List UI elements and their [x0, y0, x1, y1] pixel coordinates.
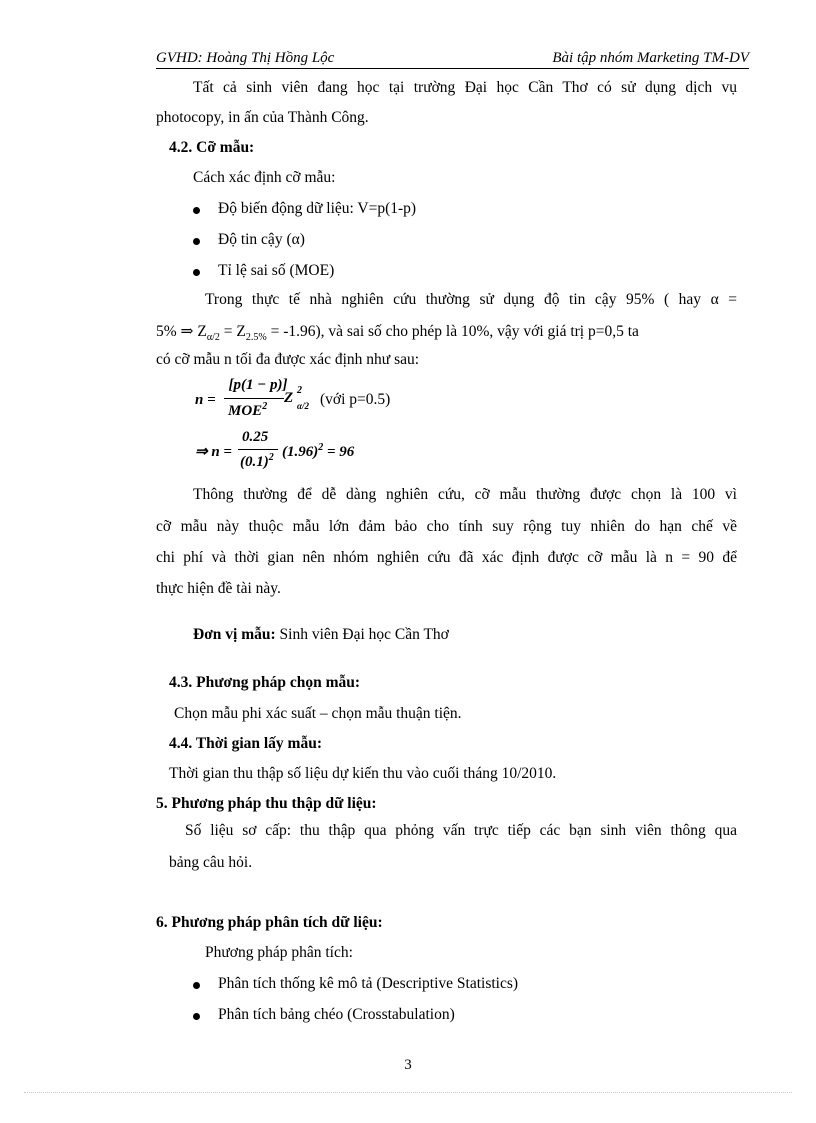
section-4-4-heading: 4.4. Thời gian lấy mẫu:	[169, 735, 322, 752]
section-4-4-text: Thời gian thu thập số liệu dự kiến thu vào cuối tháng 10/2010.	[169, 765, 557, 782]
section-4-2-heading: 4.2. Cỡ mẫu:	[169, 139, 255, 156]
paragraph-confidence-line-1: Trong thực tế nhà nghiên cứu thường sử dụng độ tin cậy 95% ( hay α =	[205, 291, 737, 308]
paragraph-confidence-line-3: có cỡ mẫu n tối đa được xác định như sau:	[156, 351, 420, 368]
bullet-icon	[193, 269, 200, 276]
page-break-divider	[24, 1092, 792, 1093]
header-course: Bài tập nhóm Marketing TM-DV	[552, 50, 749, 66]
section-5-heading: 5. Phương pháp thu thập dữ liệu:	[156, 795, 377, 812]
document-page: GVHD: Hoàng Thị Hồng Lộc Bài tập nhóm Marketing TM-DV Tất cả sinh viên đang học tại trường Đại học Cần Thơ có sử dụng dịch vụ photocopy, in ấn của Thành Công. 4.2. Cỡ mẫu: Cách xác định cỡ mẫu: Độ biến động dữ liệu: V=p(1-p) Độ tin cậy (α) Tỉ lệ sai số (MOE) Trong thực tế nhà nghiên cứu thường sử dụng độ tin cậy 95% ( hay α = 5% ⇒ $Z_{\alpha/2} = Z_{2.5\%} = -1.96$), và sai số cho phép là 10%, vậy với giá trị p=0,5 ta có cỡ mẫu n tối đa được xác định như sau: n = [p(1 − p)] MOE$^2$ Z 2 α/2 (với p=0.5) ⇒ n = 0.25 $(0.1)^2$ $(1.96)^2 = 96$ Thông thường để dễ dàng nghiên cứu, cỡ mẫu thường được chọn là 100 vì cỡ mẫu này thuộc mẫu lớn đảm bảo cho tính suy rộng tuy nhiên do hạn chế về chi phí và thời gian nên nhóm nghiên cứu đã xác định được cỡ mẫu là n = 90 để thực hiện đề tài này. Đơn vị mẫu: Sinh viên Đại học Cần Thơ 4.3. Phương pháp chọn mẫu: Chọn mẫu phi xác suất – chọn mẫu thuận tiện. 4.4. Thời gian lấy mẫu: Thời gian thu thập số liệu dự kiến thu vào cuối tháng 10/2010. 5. Phương pháp thu thập dữ liệu: Số liệu sơ cấp: thu thập qua phỏng vấn trực tiếp các bạn sinh viên thông qua bảng câu hỏi. 6. Phương pháp phân tích dữ liệu: Phương pháp phân tích: Phân tích thống kê mô tả (Descriptive Statistics) Phân tích bảng chéo (Crosstabulation) 3	[0, 0, 816, 1123]
paragraph-sample-line-4: thực hiện đề tài này.	[156, 580, 281, 597]
paragraph-sample-line-3: chi phí và thời gian nên nhóm nghiên cứu đã xác định được cỡ mẫu là n = 90 để	[156, 549, 737, 566]
page-header	[156, 48, 749, 69]
bullet-moe: Tỉ lệ sai số (MOE)	[218, 262, 335, 279]
sample-unit: Đơn vị mẫu: Sinh viên Đại học Cần Thơ	[193, 626, 449, 643]
intro-line-2: photocopy, in ấn của Thành Công.	[156, 109, 369, 126]
bullet-variability: Độ biến động dữ liệu: V=p(1-p)	[218, 200, 417, 217]
header-instructor: GVHD: Hoàng Thị Hồng Lộc	[156, 50, 335, 66]
paragraph-confidence-line-2: 5% ⇒ $Z_{\alpha/2} = Z_{2.5\%} = -1.96$), và sai số cho phép là 10%, vậy với giá trị p=0,5 ta	[156, 323, 639, 344]
section-5-line-1: Số liệu sơ cấp: thu thập qua phỏng vấn trực tiếp các bạn sinh viên thông qua	[185, 822, 737, 839]
section-4-3-heading: 4.3. Phương pháp chọn mẫu:	[169, 674, 361, 691]
section-5-line-2: bảng câu hỏi.	[169, 854, 253, 871]
analysis-lead: Phương pháp phân tích:	[205, 944, 353, 961]
bullet-icon	[193, 1013, 200, 1020]
section-4-3-text: Chọn mẫu phi xác suất – chọn mẫu thuận tiện.	[174, 705, 462, 722]
paragraph-sample-line-1: Thông thường để dễ dàng nghiên cứu, cỡ mẫu thường được chọn là 100 vì	[193, 486, 737, 503]
section-6-heading: 6. Phương pháp phân tích dữ liệu:	[156, 914, 383, 931]
bullet-icon	[193, 207, 200, 214]
bullet-descriptive-statistics: Phân tích thống kê mô tả (Descriptive Statistics)	[218, 975, 519, 992]
bullet-confidence: Độ tin cậy (α)	[218, 231, 305, 248]
intro-line-1: Tất cả sinh viên đang học tại trường Đại học Cần Thơ có sử dụng dịch vụ	[193, 79, 737, 96]
page-number: 3	[404, 1057, 412, 1073]
bullet-crosstabulation: Phân tích bảng chéo (Crosstabulation)	[218, 1006, 455, 1023]
bullet-icon	[193, 982, 200, 989]
paragraph-sample-line-2: cỡ mẫu này thuộc mẫu lớn đảm bảo cho tính suy rộng tuy nhiên do hạn chế về	[156, 518, 737, 535]
bullet-icon	[193, 238, 200, 245]
sample-size-lead: Cách xác định cỡ mẫu:	[193, 169, 336, 186]
